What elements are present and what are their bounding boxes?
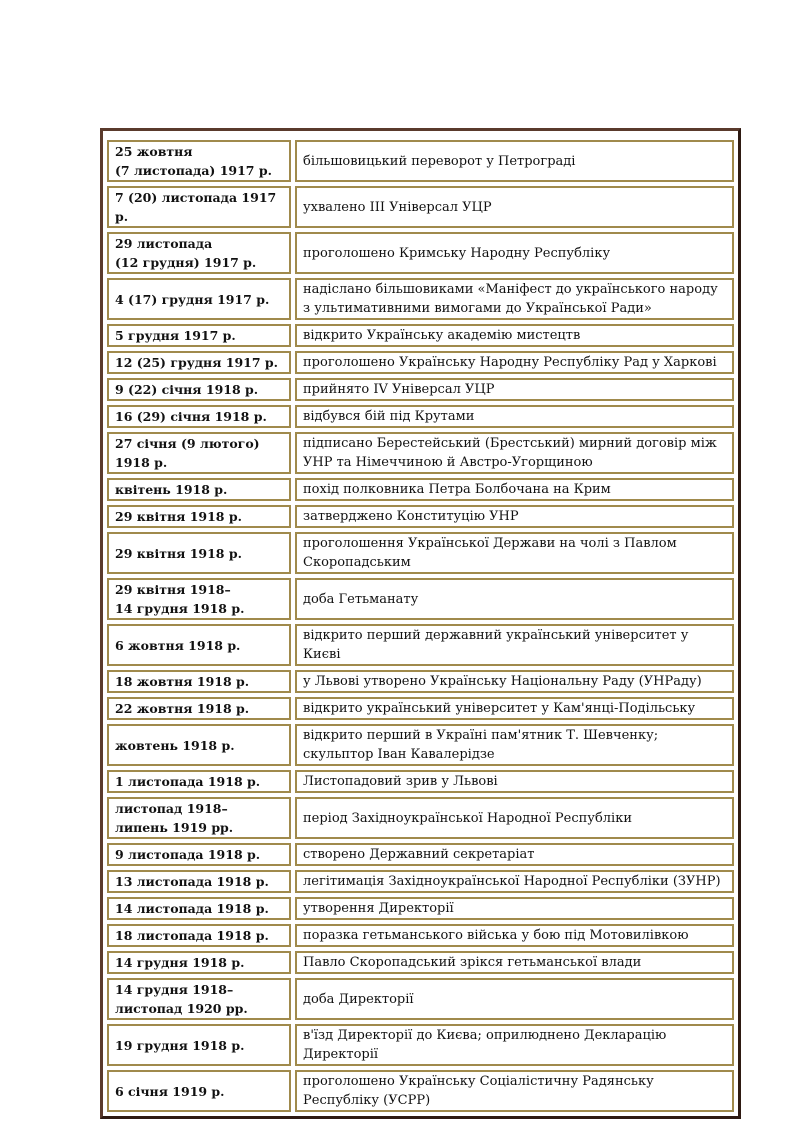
- date-cell: жовтень 1918 р.: [107, 724, 291, 766]
- event-cell: відкрито перший державний український університет у Києві: [295, 624, 734, 666]
- event-cell: проголошення Української Держави на чолі з Павлом Скоропадським: [295, 532, 734, 574]
- date-cell: 5 грудня 1917 р.: [107, 324, 291, 347]
- table-row: [107, 278, 734, 320]
- event-cell: утворення Директорії: [295, 897, 734, 920]
- event-cell: відбувся бій під Крутами: [295, 405, 734, 428]
- date-cell: 14 листопада 1918 р.: [107, 897, 291, 920]
- date-cell: 7 (20) листопада 1917 р.: [107, 186, 291, 228]
- date-cell: 29 квітня 1918– 14 грудня 1918 р.: [107, 578, 291, 620]
- date-cell: 9 (22) січня 1918 р.: [107, 378, 291, 401]
- date-cell: 12 (25) грудня 1917 р.: [107, 351, 291, 374]
- event-cell: проголошено Українську Соціалістичну Радянську Республіку (УСРР): [295, 1070, 734, 1112]
- table-row: [107, 578, 734, 620]
- chronology-table: [103, 136, 738, 1116]
- date-cell: 19 грудня 1918 р.: [107, 1024, 291, 1066]
- table-row: [107, 432, 734, 474]
- table-row: [107, 1024, 734, 1066]
- event-cell: підписано Берестейський (Брестський) мирний договір між УНР та Німеччиною й Австро-Угорщиною: [295, 432, 734, 474]
- date-cell: 6 січня 1919 р.: [107, 1070, 291, 1112]
- date-cell: листопад 1918– липень 1919 рр.: [107, 797, 291, 839]
- table-row: [107, 697, 734, 720]
- table-row: [107, 897, 734, 920]
- date-cell: 18 жовтня 1918 р.: [107, 670, 291, 693]
- date-cell: 6 жовтня 1918 р.: [107, 624, 291, 666]
- date-cell: 27 січня (9 лютого) 1918 р.: [107, 432, 291, 474]
- event-cell: Листопадовий зрив у Львові: [295, 770, 734, 793]
- event-cell: легітимація Західноукраїнської Народної Республіки (ЗУНР): [295, 870, 734, 893]
- table-row: [107, 978, 734, 1020]
- date-cell: 14 грудня 1918 р.: [107, 951, 291, 974]
- event-cell: Павло Скоропадський зрікся гетьманської влади: [295, 951, 734, 974]
- date-cell: 25 жовтня (7 листопада) 1917 р.: [107, 140, 291, 182]
- table-row: [107, 797, 734, 839]
- date-cell: 13 листопада 1918 р.: [107, 870, 291, 893]
- date-cell: 29 квітня 1918 р.: [107, 532, 291, 574]
- date-cell: 1 листопада 1918 р.: [107, 770, 291, 793]
- table-row: [107, 870, 734, 893]
- event-cell: доба Гетьманату: [295, 578, 734, 620]
- event-cell: ухвалено ІІІ Універсал УЦР: [295, 186, 734, 228]
- table-row: [107, 924, 734, 947]
- table-row: [107, 770, 734, 793]
- table-row: [107, 1070, 734, 1112]
- event-cell: в'їзд Директорії до Києва; оприлюднено Декларацію Директорії: [295, 1024, 734, 1066]
- table-row: [107, 378, 734, 401]
- event-cell: похід полковника Петра Болбочана на Крим: [295, 478, 734, 501]
- date-cell: 29 квітня 1918 р.: [107, 505, 291, 528]
- chronology-table-frame: [100, 128, 741, 1119]
- table-row: [107, 478, 734, 501]
- table-row: [107, 843, 734, 866]
- event-cell: період Західноукраїнської Народної Республіки: [295, 797, 734, 839]
- table-row: [107, 232, 734, 274]
- table-row: [107, 186, 734, 228]
- table-row: [107, 351, 734, 374]
- event-cell: створено Державний секретаріат: [295, 843, 734, 866]
- table-row: [107, 140, 734, 182]
- date-cell: 9 листопада 1918 р.: [107, 843, 291, 866]
- date-cell: 22 жовтня 1918 р.: [107, 697, 291, 720]
- event-cell: доба Директорії: [295, 978, 734, 1020]
- date-cell: 18 листопада 1918 р.: [107, 924, 291, 947]
- date-cell: квітень 1918 р.: [107, 478, 291, 501]
- table-row: [107, 505, 734, 528]
- table-row: [107, 324, 734, 347]
- date-cell: 29 листопада (12 грудня) 1917 р.: [107, 232, 291, 274]
- table-row: [107, 951, 734, 974]
- table-row: [107, 670, 734, 693]
- event-cell: затверджено Конституцію УНР: [295, 505, 734, 528]
- table-row: [107, 624, 734, 666]
- event-cell: прийнято IV Універсал УЦР: [295, 378, 734, 401]
- event-cell: надіслано більшовиками «Маніфест до українського народу з ультимативними вимогами до Української Ради»: [295, 278, 734, 320]
- event-cell: відкрито Українську академію мистецтв: [295, 324, 734, 347]
- table-row: [107, 532, 734, 574]
- date-cell: 14 грудня 1918– листопад 1920 рр.: [107, 978, 291, 1020]
- event-cell: у Львові утворено Українську Національну Раду (УНРаду): [295, 670, 734, 693]
- table-row: [107, 724, 734, 766]
- event-cell: більшовицький переворот у Петрограді: [295, 140, 734, 182]
- event-cell: проголошено Кримську Народну Республіку: [295, 232, 734, 274]
- event-cell: відкрито український університет у Кам'янці-Подільську: [295, 697, 734, 720]
- date-cell: 16 (29) січня 1918 р.: [107, 405, 291, 428]
- date-cell: 4 (17) грудня 1917 р.: [107, 278, 291, 320]
- event-cell: поразка гетьманського війська у бою під Мотовилівкою: [295, 924, 734, 947]
- event-cell: проголошено Українську Народну Республіку Рад у Харкові: [295, 351, 734, 374]
- table-row: [107, 405, 734, 428]
- event-cell: відкрито перший в Україні пам'ятник Т. Шевченку; скульптор Іван Кавалерідзе: [295, 724, 734, 766]
